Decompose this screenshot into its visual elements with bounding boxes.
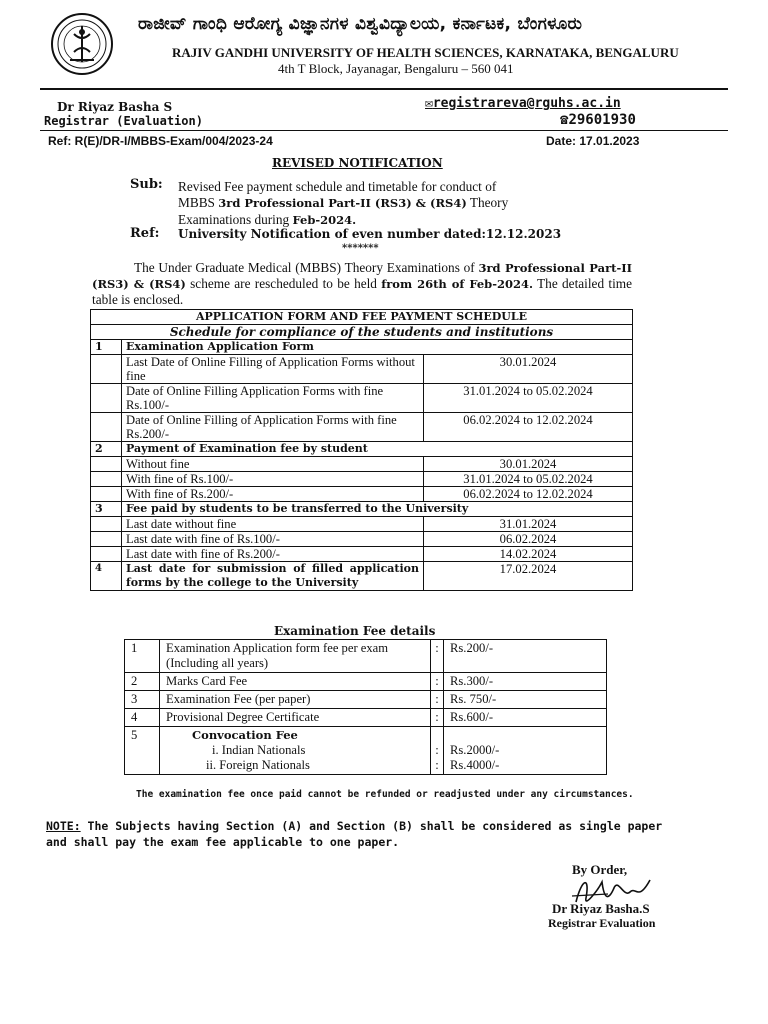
subject-text: Theory <box>466 195 509 210</box>
fee-label: Marks Card Fee <box>160 673 431 691</box>
fee-amount: Rs.200/- <box>444 640 607 673</box>
fee-label: Provisional Degree Certificate <box>160 709 431 727</box>
schedule-item-date: 30.01.2024 <box>424 457 633 472</box>
fee-number: 4 <box>125 709 160 727</box>
subject-exam-month: Feb-2024. <box>292 213 357 227</box>
subject-line-3 <box>178 212 356 228</box>
fee-amount: Rs. 750/- <box>444 691 607 709</box>
schedule-item-label: With fine of Rs.100/- <box>122 472 424 487</box>
fee-details-title: Examination Fee details <box>274 624 436 638</box>
section-number: 4 <box>91 562 122 591</box>
fee-details-table <box>124 639 607 775</box>
fee-colon-cell <box>431 727 444 775</box>
row-number-cell <box>91 517 122 532</box>
refund-note: The examination fee once paid cannot be refunded or readjusted under any circumstances. <box>136 789 634 800</box>
signatory-title: Registrar Evaluation <box>548 916 656 930</box>
schedule-row <box>91 532 633 547</box>
fee-row <box>125 691 607 709</box>
schedule-section-row <box>91 502 633 517</box>
by-order-label: By Order, <box>572 862 628 877</box>
schedule-final-row <box>91 562 633 591</box>
paragraph-text: The detailed time table is enclosed. <box>92 276 633 307</box>
schedule-row <box>91 517 633 532</box>
schedule-title: APPLICATION FORM AND FEE PAYMENT SCHEDULE <box>91 310 633 325</box>
schedule-item-label: Last date without fine <box>122 517 424 532</box>
notification-date: Date: 17.01.2023 <box>546 134 640 148</box>
row-number-cell <box>91 547 122 562</box>
fee-number: 5 <box>125 727 160 775</box>
schedule-item-date: 14.02.2024 <box>424 547 633 562</box>
envelope-icon: ✉ <box>425 96 433 111</box>
section-heading: Examination Application Form <box>122 340 633 355</box>
officer-divider <box>40 130 728 131</box>
subject-exam-name: 3rd Professional Part-II (RS3) & (RS4) <box>218 196 467 210</box>
fee-number: 1 <box>125 640 160 673</box>
schedule-row <box>91 384 633 413</box>
row-number-cell <box>91 472 122 487</box>
section-number: 1 <box>91 340 122 355</box>
note-label: NOTE: <box>46 819 81 833</box>
fee-row <box>125 640 607 673</box>
fee-amount: Rs.2000/- <box>450 743 500 757</box>
row-number-cell <box>91 355 122 384</box>
fee-label-cell <box>160 727 431 775</box>
schedule-item-date: 30.01.2024 <box>424 355 633 384</box>
schedule-item-date: 06.02.2024 to 12.02.2024 <box>424 487 633 502</box>
schedule-item-date: 06.02.2024 to 12.02.2024 <box>424 413 633 442</box>
paragraph-exam-date: from 26th of Feb-2024. <box>381 277 533 291</box>
note-text: The Subjects having Section (A) and Section (B) shall be considered as single paper and shall pay the exam fee applicable to one paper. <box>46 819 663 849</box>
header-divider <box>40 88 728 90</box>
officer-name: Dr Riyaz Basha S <box>57 100 173 114</box>
convocation-item-label: ii. Foreign Nationals <box>206 758 310 772</box>
schedule-item-date: 31.01.2024 to 05.02.2024 <box>424 472 633 487</box>
fee-row <box>125 709 607 727</box>
schedule-item-date: 31.01.2024 to 05.02.2024 <box>424 384 633 413</box>
reference-number: Ref: R(E)/DR-I/MBBS-Exam/004/2023-24 <box>48 134 273 148</box>
schedule-row <box>91 472 633 487</box>
schedule-item-label: Last date with fine of Rs.100/- <box>122 532 424 547</box>
schedule-item-date: 31.01.2024 <box>424 517 633 532</box>
fee-label: Examination Application form fee per exam (Including all years) <box>160 640 431 673</box>
fee-colon: : <box>431 691 444 709</box>
schedule-row <box>91 457 633 472</box>
section-number: 2 <box>91 442 122 457</box>
row-number-cell <box>91 457 122 472</box>
page-title: REVISED NOTIFICATION <box>272 156 443 170</box>
signatory-name: Dr Riyaz Basha.S <box>552 901 650 916</box>
convocation-item-label: i. Indian Nationals <box>212 743 306 757</box>
schedule-item-label: Without fine <box>122 457 424 472</box>
fee-colon: : <box>435 743 439 757</box>
subject-text: MBBS <box>178 195 219 210</box>
schedule-item-label: Date of Online Filling of Application Forms with fine Rs.200/- <box>122 413 424 442</box>
schedule-section-row <box>91 340 633 355</box>
fee-amount-cell <box>444 727 607 775</box>
schedule-item-label: With fine of Rs.200/- <box>122 487 424 502</box>
schedule-subtitle: Schedule for compliance of the students and institutions <box>91 325 633 340</box>
schedule-row <box>91 487 633 502</box>
schedule-item-date: 17.02.2024 <box>424 562 633 591</box>
university-name-kannada: ರಾಜೀವ್ ಗಾಂಧಿ ಆರೋಗ್ಯ ವಿಜ್ಞಾನಗಳ ವಿಶ್ವವಿದ್ಯಾಲಯ, ಕರ್ನಾಟಕ, ಬೆಂಗಳೂರು <box>138 14 583 34</box>
telephone-icon: ☎ <box>560 112 569 128</box>
section-heading: Payment of Examination fee by student <box>122 442 633 457</box>
section-number: 3 <box>91 502 122 517</box>
row-number-cell <box>91 384 122 413</box>
officer-phone <box>560 112 636 128</box>
officer-email[interactable] <box>425 96 621 111</box>
schedule-item-label: Last date with fine of Rs.200/- <box>122 547 424 562</box>
section-note <box>46 818 676 850</box>
fee-colon: : <box>435 758 439 772</box>
paragraph-exam-name: 3rd Professional Part-II (RS3) & (RS4) <box>92 261 632 291</box>
schedule-item-date: 06.02.2024 <box>424 532 633 547</box>
fee-amount: Rs.600/- <box>444 709 607 727</box>
schedule-item-label: Last date for submission of filled application forms by the college to the University <box>122 562 424 591</box>
email-text: registrareva@rguhs.ac.in <box>432 96 621 111</box>
fee-colon: : <box>431 640 444 673</box>
row-number-cell <box>91 413 122 442</box>
reference-text: University Notification of even number dated:12.12.2023 <box>178 227 562 241</box>
convocation-heading: Convocation Fee <box>192 728 298 742</box>
subject-line-1: Revised Fee payment schedule and timetable for conduct of <box>178 179 497 194</box>
schedule-row <box>91 355 633 384</box>
subject-label: Sub: <box>130 177 163 192</box>
fee-row <box>125 673 607 691</box>
subject-text: Examinations during <box>178 212 293 227</box>
fee-number: 3 <box>125 691 160 709</box>
university-address: 4th T Block, Jayanagar, Bengaluru – 560 041 <box>278 61 514 76</box>
schedule-section-row <box>91 442 633 457</box>
schedule-item-label: Last Date of Online Filling of Application Forms without fine <box>122 355 424 384</box>
separator: ******* <box>342 243 379 254</box>
fee-amount: Rs.300/- <box>444 673 607 691</box>
paragraph-text: scheme are rescheduled to be held <box>185 276 382 291</box>
fee-colon: : <box>431 709 444 727</box>
schedule-item-label: Date of Online Filling Application Forms with fine Rs.100/- <box>122 384 424 413</box>
subject-line-2 <box>178 195 508 211</box>
university-name-english: RAJIV GANDHI UNIVERSITY OF HEALTH SCIENCES, KARNATAKA, BENGALURU <box>172 45 679 60</box>
row-number-cell <box>91 487 122 502</box>
university-seal-icon <box>50 12 114 76</box>
schedule-row <box>91 413 633 442</box>
notification-paragraph <box>92 260 632 308</box>
officer-title: Registrar (Evaluation) <box>44 114 203 128</box>
fee-colon: : <box>431 673 444 691</box>
fee-number: 2 <box>125 673 160 691</box>
row-number-cell <box>91 532 122 547</box>
fee-payment-schedule-table <box>90 309 633 591</box>
section-heading: Fee paid by students to be transferred to the University <box>122 502 633 517</box>
fee-row-convocation <box>125 727 607 775</box>
paragraph-text: The Under Graduate Medical (MBBS) Theory Examinations of <box>134 260 479 275</box>
phone-text: 29601930 <box>568 112 636 128</box>
fee-label: Examination Fee (per paper) <box>160 691 431 709</box>
schedule-row <box>91 547 633 562</box>
reference-label: Ref: <box>130 226 160 241</box>
fee-amount: Rs.4000/- <box>450 758 500 772</box>
